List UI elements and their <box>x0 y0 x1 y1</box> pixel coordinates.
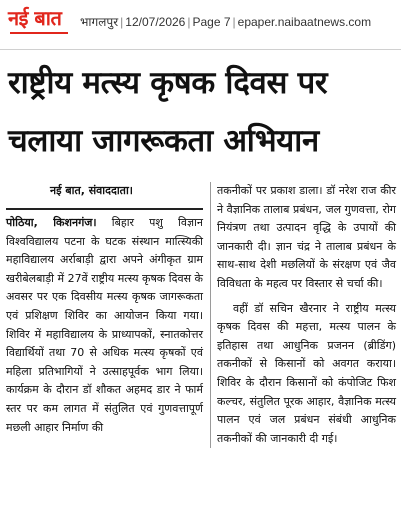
article-byline: नई बात, संवाददाता। <box>6 182 203 210</box>
separator: | <box>187 15 191 29</box>
edition-location: भागलपुर <box>80 15 119 29</box>
article-paragraph-1 <box>6 214 203 437</box>
separator: | <box>120 15 124 29</box>
epaper-site-link[interactable]: epaper.naibaatnews.com <box>237 15 372 29</box>
headline-line-1: राष्ट्रीय मत्स्य कृषक दिवस पर <box>8 65 328 101</box>
article-column-left <box>6 182 203 437</box>
separator: | <box>232 15 236 29</box>
edition-date: 12/07/2026 <box>125 15 186 29</box>
logo-underline <box>10 32 68 34</box>
article-paragraph-3: वहीं डॉ सचिन खैरनार ने राष्ट्रीय मत्स्य कृषक दिवस की महत्ता, मत्स्य पालन के इतिहास तथा आधुनिक प्रजनन (ब्रीडिंग) तकनीकों से किसानों को अवगत कराया। शिविर के दौरान किसानों को कंपोजिट फिश कल्चर, संतुलित पूरक आहार, वैज्ञानिक मत्स्य पालन एवं जल प्रबंधन संबंधी आधुनिक तकनीकों की जानकारी दी गई। <box>217 301 396 445</box>
headline-line-2: चलाया जागरूकता अभियान <box>8 123 319 159</box>
newspaper-logo[interactable]: नई बात <box>8 6 62 30</box>
article-paragraph-2: तकनीकों पर प्रकाश डाला। डॉ नरेश राज कीर ने वैज्ञानिक तालाब प्रबंधन, जल गुणवत्ता, रोग नियंत्रण तथा उत्पादन वृद्धि के उपायों की जानकारी दी। ज्ञान चंद्र ने तालाब प्रबंधन के साथ-साथ देशी मछलियों के संरक्षण एवं जैव विविधता के महत्व पर विस्तार से चर्चा की। <box>217 184 396 290</box>
page-number: Page 7 <box>192 15 231 29</box>
dateline: पोठिया, किशनगंज। <box>6 216 97 229</box>
edition-info <box>80 13 396 30</box>
epaper-header <box>0 0 401 50</box>
article-column-right <box>210 182 396 448</box>
article-headline <box>8 54 396 170</box>
paragraph-1-text: बिहार पशु विज्ञान विश्वविद्यालय पटना के घटक संस्थान मात्स्यिकी महाविद्यालय अर्राबाड़ी द्वारा अपने अंगीकृत ग्राम खरीबेलबाड़ी में 27वें राष्ट्रीय मत्स्य कृषक दिवस के अवसर पर एक दिवसीय मत्स्य कृषक जागरूकता एवं प्रशिक्षण शिविर का आयोजन किया गया। शिविर में महाविद्यालय के प्राध्यापकों, स्नातकोत्तर विद्यार्थियों तथा 70 से अधिक मत्स्य कृषकों एवं महिला प्रतिभागियों ने उत्साहपूर्वक भाग लिया। कार्यक्रम के दौरान डॉ शौकत अहमद डार ने फार्म स्तर पर कम लागत में संतुलित एवं गुणवत्तापूर्ण मछली आहार निर्माण की <box>6 216 203 434</box>
